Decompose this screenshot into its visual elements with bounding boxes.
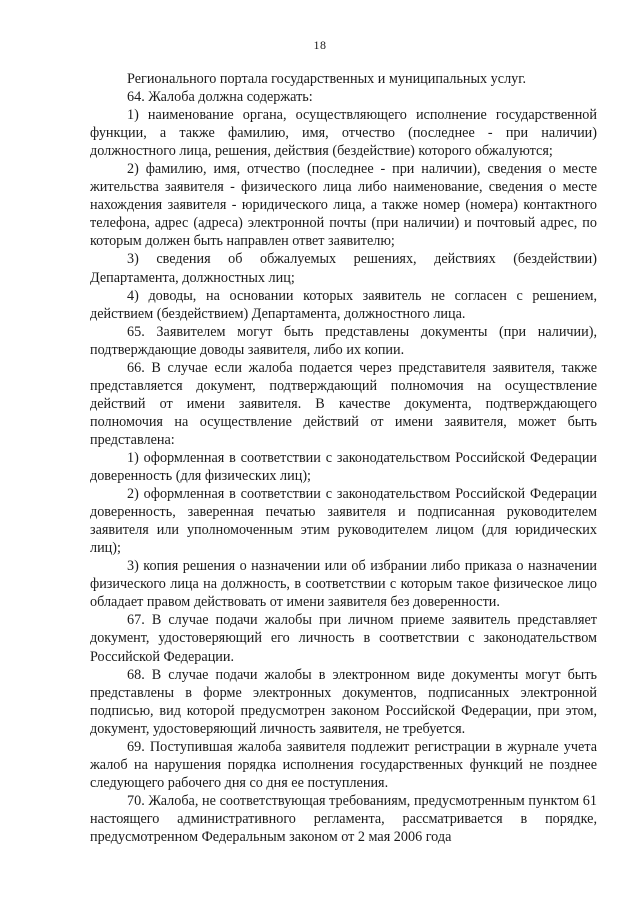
paragraph-64: 64. Жалоба должна содержать: xyxy=(127,89,313,106)
paragraph-64-item-1: 1) наименование органа, осуществляющего исполнение государственной функции, а также фамилию, имя, отчество (последнее - при наличии) должностного лица, решения, действия (бездействие) которого обжалуются; xyxy=(90,107,597,160)
paragraph-70: 70. Жалоба, не соответствующая требованиям, предусмотренным пунктом 61 настоящего административного регламента, рассматривается в порядке, предусмотренном Федеральным законом от 2 мая 2006 года xyxy=(90,792,597,845)
paragraph-64-item-4: 4) доводы, на основании которых заявитель не согласен с решением, действием (бездействием) Департамента, должностного лица. xyxy=(90,287,597,322)
paragraph-69: 69. Поступившая жалоба заявителя подлежит регистрации в журнале учета жалоб на нарушения порядка исполнения государственных функций не позднее следующего рабочего дня со дня ее поступления. xyxy=(90,738,597,791)
page-number: 18 xyxy=(313,38,327,52)
paragraph-66-item-2: 2) оформленная в соответствии с законодательством Российской Федерации доверенность, заверенная печатью заявителя и подписанная руководителем заявителя или уполномоченным этим руководителем лицом (для юридических лиц); xyxy=(90,486,597,557)
paragraph-64-item-3: 3) сведения об обжалуемых решениях, действиях (бездействии) Департамента, должностных лиц; xyxy=(90,251,597,286)
paragraph-66-item-3: 3) копия решения о назначении или об избрании либо приказа о назначении физического лица на должность, в соответствии с которым такое физическое лицо обладает правом действовать от имени заявителя без доверенности. xyxy=(90,558,597,611)
paragraph-68: 68. В случае подачи жалобы в электронном виде документы могут быть представлены в форме электронных документов, подписанных электронной подписью, вид которой предусмотрен законом Российской Федерации, при этом, документ, удостоверяющий личность заявителя, не требуется. xyxy=(90,666,597,737)
paragraph-regional-portal: Регионального портала государственных и муниципальных услуг. xyxy=(127,71,527,87)
paragraph-65: 65. Заявителем могут быть представлены документы (при наличии), подтверждающие доводы заявителя, либо их копии. xyxy=(90,323,597,358)
paragraph-64-item-2: 2) фамилию, имя, отчество (последнее - при наличии), сведения о месте жительства заявителя - физического лица либо наименование, сведения о месте нахождения заявителя - юридического лица, а также номер (номера) контактного телефона, адрес (адреса) электронной почты (при наличии) и почтовый адрес, по которым должен быть направлен ответ заявителю; xyxy=(90,161,597,250)
document-body xyxy=(90,70,597,846)
paragraph-66-item-1: 1) оформленная в соответствии с законодательством Российской Федерации доверенность (для физических лиц); xyxy=(90,449,597,485)
paragraph-66: 66. В случае если жалоба подается через представителя заявителя, также представляется документ, подтверждающий полномочия на осуществление действий от имени заявителя. В качестве документа, подтверждающего полномочия на осуществление действий от имени заявителя, может быть представлена: xyxy=(90,359,597,448)
paragraph-67: 67. В случае подачи жалобы при личном приеме заявитель представляет документ, удостоверяющий его личность в соответствии с законодательством Российской Федерации. xyxy=(90,612,597,665)
